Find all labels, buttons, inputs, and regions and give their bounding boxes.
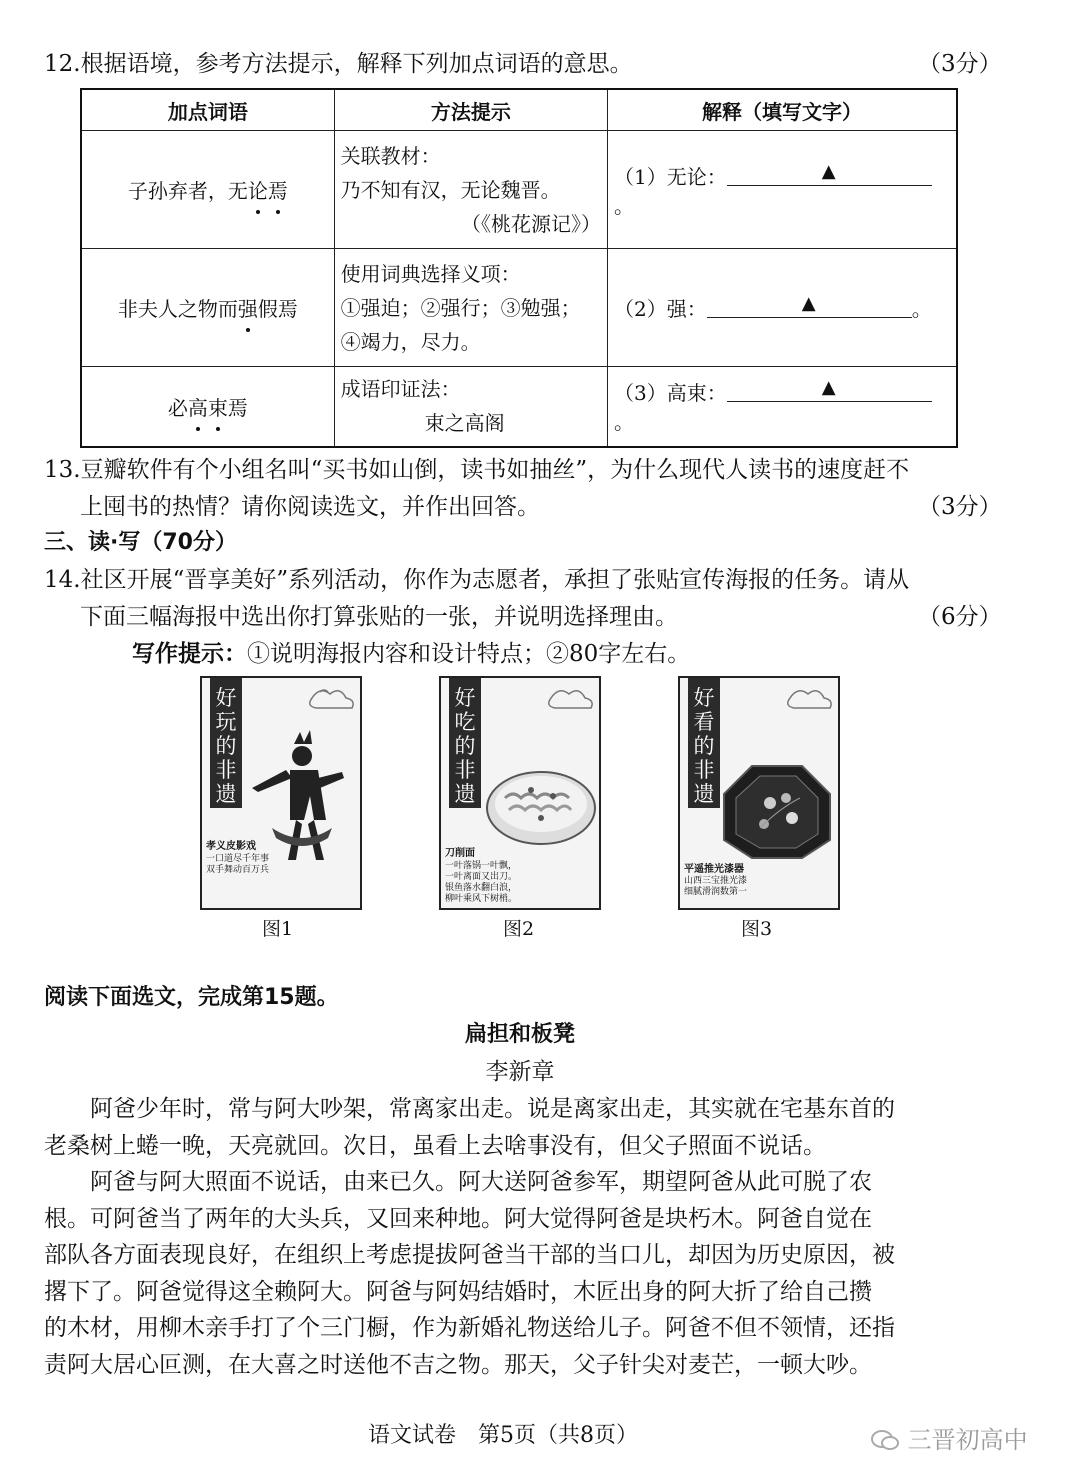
header-hint: 方法提示 (334, 89, 607, 131)
figure-caption: 图3 (741, 918, 773, 940)
poster-banner (210, 678, 242, 808)
answer-end: 。 (614, 193, 635, 218)
poster-lacquerware[interactable] (678, 676, 840, 910)
dotted-char-text: 高 (187, 395, 208, 420)
writing-tip-label: 写作提示： (132, 641, 247, 667)
q13-line-1: 13.豆瓣软件有个小组名叫“买书如山倒，读书如抽丝”，为什么现代人读书的速度赶不 (44, 457, 910, 483)
dotted-word-cell (81, 367, 334, 447)
answer-end: 。 (614, 410, 635, 435)
poster-banner (688, 678, 720, 808)
header-answer: 解释（填写文字） (608, 89, 957, 131)
paragraph-2 (44, 1164, 994, 1383)
paragraph-line: 撂下了。阿爸觉得这全赖阿大。阿爸与阿妈结婚时，木匠出身的阿大折了给自己攒 (44, 1278, 872, 1305)
hint-line: 束之高阁 (424, 411, 505, 436)
paragraph-line: 阿爸少年时，常与阿大吵架，常离家出走。说是离家出走，其实就在宅基东首的 (90, 1096, 895, 1122)
answer-cell (608, 367, 957, 447)
banner-char: 吃 (454, 710, 476, 734)
writing-tip-text: ①说明海报内容和设计特点；②80字左右。 (247, 641, 691, 667)
poster-title: 孝义皮影戏 (206, 841, 256, 852)
banner-char: 非 (693, 758, 715, 782)
dotted-char (238, 293, 258, 322)
word-text: 子孙弃者，无 (127, 179, 248, 203)
banner-char: 的 (693, 734, 715, 758)
table-row (81, 249, 957, 367)
poster-title: 刀削面 (445, 848, 475, 859)
dotted-word-cell (81, 249, 334, 367)
dotted-char (248, 175, 268, 204)
passage-title: 扁担和板凳 (464, 1022, 575, 1047)
banner-char: 非 (215, 758, 237, 782)
banner-char: 好 (215, 686, 237, 710)
poster-line: 银鱼落水翻白浪， (445, 883, 518, 893)
emphasis-dot (216, 427, 220, 431)
poster-line: 一叶落锅一叶飘， (445, 861, 518, 871)
dotted-char (188, 392, 208, 421)
poster-title: 平遥推光漆器 (684, 864, 744, 875)
banner-char: 好 (693, 686, 715, 710)
hint-line: ④竭力，尽力。 (340, 329, 481, 354)
hint-cell (334, 367, 607, 447)
wechat-icon (870, 1428, 900, 1452)
triangle-mark: ▲ (821, 160, 836, 182)
triangle-mark: ▲ (821, 377, 836, 399)
poster-line: 一叶离面又出刀。 (445, 872, 518, 882)
answer-cell (608, 131, 957, 249)
hint-line: 关联教材： (340, 143, 441, 168)
lacquer-box-icon (724, 766, 830, 858)
watermark-text: 三晋初高中 (907, 1426, 1028, 1454)
section-heading: 三、读·写（70分） (44, 530, 237, 555)
hint-cell (334, 249, 607, 367)
banner-char: 玩 (215, 710, 237, 734)
writing-tip (132, 636, 690, 672)
dotted-char-text: 束 (207, 395, 228, 420)
answer-label: （2）强： (614, 297, 707, 321)
answer-blank[interactable] (707, 295, 912, 318)
hint-line: 乃不知有汉，无论魏晋。 (340, 177, 561, 202)
hint-line: 成语印证法： (340, 377, 461, 402)
table-row (81, 367, 957, 447)
emphasis-dot (246, 328, 250, 332)
word-text: 假焉 (257, 297, 298, 321)
poster-line: 山西三宝推光漆 (684, 876, 748, 886)
figure-caption: 图1 (262, 918, 294, 940)
dotted-char (268, 175, 288, 204)
q12-table (80, 88, 958, 448)
q12-score: （3分） (918, 51, 1002, 77)
paragraph-line: 责阿大居心叵测，在大喜之时送他不吉之物。那天，父子针尖对麦芒，一顿大吵。 (44, 1351, 872, 1378)
poster-line: 双手舞动百万兵 (206, 865, 270, 875)
banner-char: 看 (693, 710, 715, 734)
answer-blank[interactable] (727, 379, 932, 402)
passage-author: 李新章 (485, 1059, 555, 1085)
q13-line-2: 上囤书的热情？请你阅读选文，并作出回答。 (80, 494, 540, 520)
poster-line: 细腻滑润数第一 (684, 887, 748, 897)
banner-char: 遗 (215, 782, 237, 806)
poster-line: 柳叶乘风下树梢。 (445, 894, 518, 904)
banner-char: 遗 (693, 782, 715, 806)
watermark (870, 1420, 1028, 1455)
poster-knife-noodles[interactable] (439, 676, 601, 910)
hint-cell (334, 131, 607, 249)
q12-stem: 12.根据语境，参考方法提示，解释下列加点词语的意思。 (44, 51, 633, 77)
dotted-char-text: 焉 (267, 179, 288, 203)
answer-label: （1）无论： (614, 164, 727, 189)
word-text: 非夫人之物而 (117, 297, 238, 321)
paragraph-line: 部队各方面表现良好，在组织上考虑提拔阿爸当干部的当口儿，却因为历史原因，被 (44, 1242, 895, 1268)
header-word: 加点词语 (81, 89, 334, 131)
table-header-row (81, 89, 957, 131)
cloud-icon (310, 690, 353, 708)
q13-score: （3分） (918, 494, 1002, 520)
hint-line: （《桃花源记》） (461, 211, 602, 236)
poster-banner (449, 678, 481, 808)
dotted-char-text: 强 (237, 297, 258, 321)
answer-label: （3）高束： (614, 381, 727, 406)
emphasis-dot (196, 427, 200, 431)
shadow-puppet-figure (252, 730, 344, 860)
cloud-icon (549, 691, 592, 708)
figure-caption: 图2 (503, 918, 535, 940)
emphasis-dot (276, 210, 280, 214)
paragraph-line: 的木材，用柳木亲手打了个三门橱，作为新婚礼物送给儿子。阿爸不但不领情，还指 (44, 1315, 895, 1341)
banner-char: 非 (454, 758, 476, 782)
cloud-icon (788, 691, 831, 708)
paragraph-line: 老桑树上蜷一晚，天亮就回。次日，虽看上去啥事没有，但父子照面不说话。 (44, 1132, 826, 1159)
banner-char: 的 (215, 734, 237, 758)
reading-intro: 阅读下面选文，完成第15题。 (44, 985, 339, 1010)
answer-blank[interactable] (727, 160, 932, 186)
word-text: 必 (167, 395, 188, 420)
word-text: 焉 (227, 395, 248, 420)
dotted-word-cell (81, 131, 334, 249)
hint-line: 使用词典选择义项： (340, 261, 521, 286)
poster-shadow-puppet[interactable] (200, 676, 362, 910)
banner-char: 遗 (454, 782, 476, 806)
paragraph-line: 根。可阿爸当了两年的大头兵，又回来种地。阿大觉得阿爸是块朽木。阿爸自觉在 (44, 1205, 872, 1232)
emphasis-dot (256, 210, 260, 214)
poster-line: 一口道尽千年事 (206, 854, 270, 864)
dotted-char-text: 论 (247, 179, 268, 203)
q14-line-2: 下面三幅海报中选出你打算张贴的一张，并说明选择理由。 (80, 604, 678, 630)
paragraph-1 (44, 1091, 994, 1164)
hint-line: ①强迫；②强行；③勉强； (340, 295, 581, 320)
paragraph-line: 阿爸与阿大照面不说话，由来已久。阿大送阿爸参军，期望阿爸从此可脱了农 (90, 1169, 872, 1195)
noodle-bowl-icon (487, 772, 595, 844)
answer-cell (608, 249, 957, 367)
dotted-char (208, 392, 228, 421)
q14-line-1: 14.社区开展“晋享美好”系列活动，你作为志愿者，承担了张贴宣传海报的任务。请从 (44, 567, 910, 593)
page-footer: 语文试卷 第5页（共8页） (368, 1423, 638, 1448)
q14-score: （6分） (918, 604, 1002, 630)
triangle-mark: ▲ (801, 293, 816, 314)
answer-end: 。 (911, 297, 932, 321)
banner-char: 好 (454, 686, 476, 710)
table-row (81, 131, 957, 249)
banner-char: 的 (454, 734, 476, 758)
